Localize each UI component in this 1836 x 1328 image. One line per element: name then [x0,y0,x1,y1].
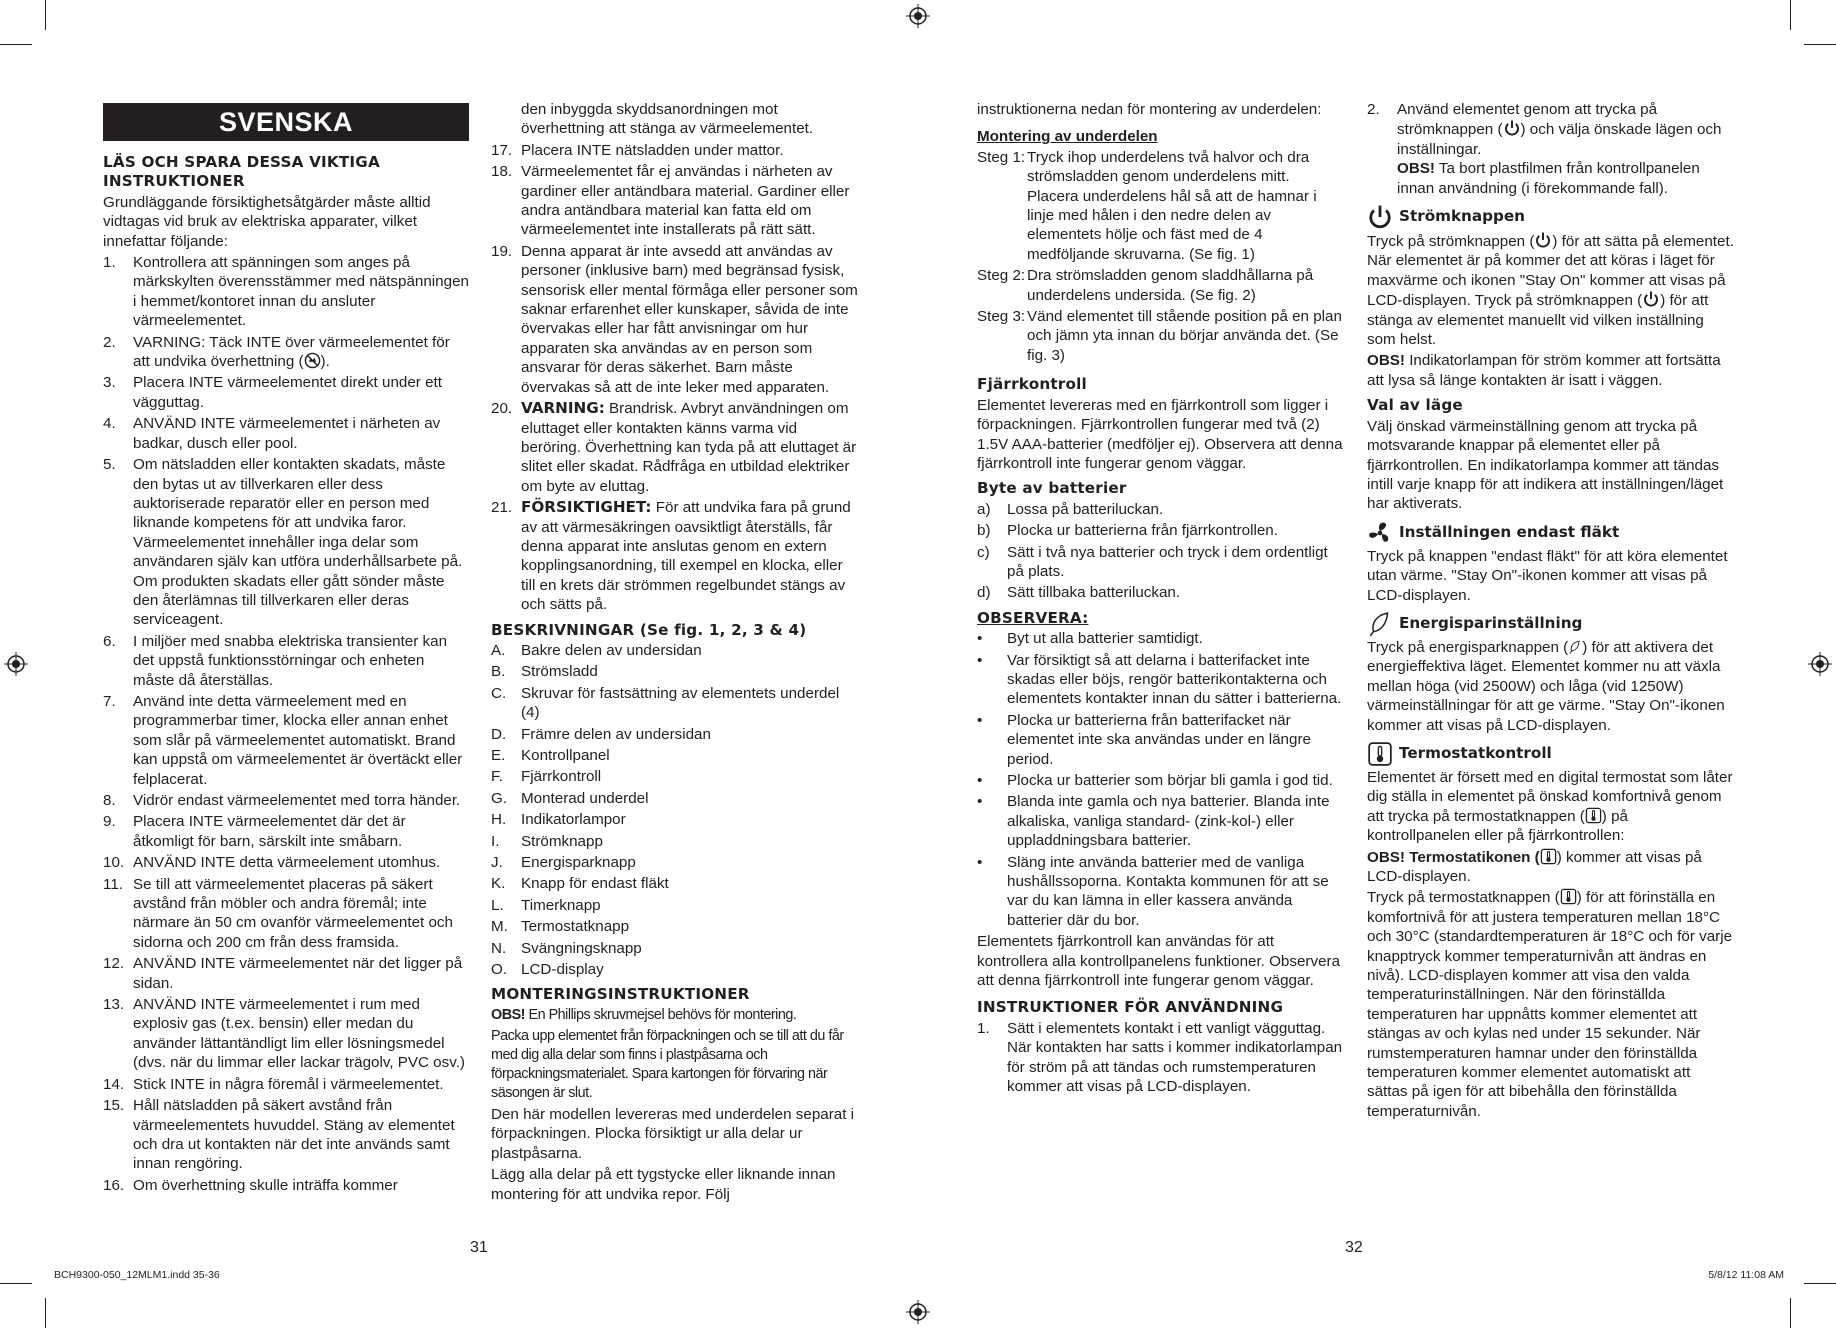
part-item: K. Knapp för endast fläkt [491,875,669,893]
battery-note: • Byt ut alla batterier samtidigt. [977,630,1203,648]
assembly-step: Steg 2: Dra strömsladden genom sladdhållarna på underdelens undersida. (Se fig. 2) [977,267,1314,304]
crop-mark [45,0,46,30]
crop-mark [1790,1298,1791,1328]
safety-intro: Grundläggande försiktighetsåtgärder måste alltid vidtagas vid bruk av elektriska apparater, vilket innefattar följande: [103,193,431,250]
screwdriver-note: OBS! En Phillips skruvmejsel behövs för montering. [491,1006,797,1023]
list-item: 19. Denna apparat är inte avsedd att användas av personer (inklusive barn) med begränsad fysisk, sensorisk eller mental förmåga eller personer som saknar erfarenhet eller kunskaper, såvida de inte övervakas eller har fått anvisningar om hur apparaten ska användas av en person som ansvarar för deras säkerhet. Barn måste övervakas så att de inte leker med apparaten. [491,242,858,396]
assembly-step: Steg 3: Vänd elementet till stående position på en plan och jämn yta innan du börjar använda det. (Se fig. 3) [977,308,1342,364]
part-item: H. Indikatorlampor [491,811,626,829]
column-3 [977,100,1345,1099]
thermostat-icon [1367,741,1393,767]
safety-list-continued [491,141,861,397]
thermostat-icon [1560,888,1577,905]
remote-all-functions: Elementets fjärrkontroll kan användas för att kontrollera alla kontrollpanelens funktioner. Observera att denna fjärrkontroll inte fungerar genom väggar. [977,933,1341,990]
part-item: M. Termostatknapp [491,918,630,936]
thermostat-icon [1585,807,1602,824]
power-icon [1503,119,1521,137]
list-item: 17. Placera INTE nätsladden under mattor. [491,141,784,159]
part-item: B. Strömsladd [491,663,598,681]
power-section-heading: Strömknappen [1367,204,1735,230]
list-item: 7. Använd inte detta värmeelement med en programmerbar timer, klocka eller annan enhet som slår på värmeelementet automatiskt. Brand kan uppstå om värmeelementet är övertäckt eller felplacerat. [103,692,463,788]
language-banner: SVENSKA [103,103,469,141]
fan-icon [1367,520,1393,546]
list-item: 3. Placera INTE värmeelementet direkt under ett vägguttag. [103,374,442,411]
observe-heading: OBSERVERA: [977,608,1089,627]
list-item: 2. VARNING: Täck INTE över värmeelementet för att undvika överhettning ( ). [103,333,450,371]
column-2 [491,100,861,1206]
battery-note: • Plocka ur batterierna från batterifacket när elementet inte ska användas under en längre period. [977,711,1311,768]
crop-mark [1804,1283,1836,1284]
parts-list [491,641,861,980]
list-item: 6. I miljöer med snabba elektriska transienter kan det uppstå funktionsstörningar och enheten måste då återställas. [103,632,448,689]
part-item: L. Timerknapp [491,896,601,914]
battery-step: a) Lossa på batteriluckan. [977,500,1164,518]
power-icon [1642,290,1660,308]
list-item: 13. ANVÄND INTE värmeelementet i rum med explosiv gas (t.ex. bensin) eller medan du använder lättantändligt lim eller lösningsmedel (dvs. när du limmar eller lackar trägolv, PVC osv.) [103,996,465,1072]
thermostat-icon-note: OBS! Termostatikonen ( ) kommer att visas på LCD-displayen. [1367,848,1702,885]
list-item: 10. ANVÄND INTE detta värmeelement utomhus. [103,854,441,872]
registration-mark-icon [1808,652,1832,676]
assembly-step: Steg 1: Tryck ihop underdelens två halvor och dra strömsladden genom underdelens mitt. Placera underdelens hål så att de hamnar i linje med hålen i den nedre delen av elementets hölje och fäst med de 4 medföljande skruvarna. (Se fig. 1) [977,148,1317,263]
part-item: D. Främre delen av undersidan [491,725,711,743]
list-item: 8. Vidrör endast värmeelementet med torra händer. [103,792,461,809]
leaf-icon [1568,639,1582,655]
list-item: 12. ANVÄND INTE värmeelementet när det ligger på sidan. [103,955,463,992]
power-icon [1534,231,1552,249]
power-note: OBS! Indikatorlampan för ström kommer att fortsätta att lysa så länge kontakten är isatt i väggen. [1367,352,1721,389]
list-item: 11. Se till att värmeelementet placeras på säkert avstånd från möbler och andra föremål; inte närmare än 50 cm ovanför värmeelementet och sidorna och 200 cm från dess framsida. [103,875,453,951]
power-icon [1367,204,1393,230]
thermostat-preset-text: Tryck på termostatknappen ( ) för att förinställa en komfortnivå för att justera temperaturen mellan 18°C och 30°C (standardtemperaturen är 18°C och för varje knapptryck kommer temperaturnivån att ändras en nivå). LCD-displayen kommer att visa den valda temperaturinställningen. När den förinställda temperaturen har uppnåtts kommer elementet att stängas av och kylas ned under 15 sekunder. När rumstemperaturen hamnar under den förinställda temperaturen kommer elementet automatiskt att sättas på igen för att bibehålla den förinställda temperaturnivån. [1367,889,1733,1120]
no-cover-icon [304,352,321,369]
part-item: N. Svängningsknapp [491,939,642,957]
print-slug-date: 5/8/12 11:08 AM [1708,1269,1784,1281]
list-item: 18. Värmeelementet får ej användas i närheten av gardiner eller antändbara material. Gardiner eller andra antändbara material kan fatta eld om värmeelementet inte installerats på rätt sätt. [491,163,850,239]
fan-text: Tryck på knappen "endast fläkt" för att köra elementet utan värme. "Stay On"-ikonen kommer att visas på LCD-displayen. [1367,547,1728,604]
battery-step: d) Sätt tillbaka batteriluckan. [977,584,1181,602]
crop-mark [45,1298,46,1328]
safety-list [103,253,469,1195]
crop-mark [1790,0,1791,30]
crop-mark [1804,44,1836,45]
column-4 [1367,100,1735,1123]
list-item: 2. Använd elementet genom att trycka på strömknappen ( ) och välja önskade lägen och inställningar. OBS! Ta bort plastfilmen från kontrollpanelen innan användning (i förekommande fall). [1367,101,1722,197]
battery-steps [977,500,1345,603]
usage-list [977,1019,1345,1097]
mode-text: Välj önskad värmeinställning genom att trycka på motsvarande knappar på elementet eller på fjärrkontrollen. En indikatorlampa kommer att tändas intill varje knapp för att indikera att inställningen/läget har aktiverats. [1367,417,1724,513]
assembly-heading: MONTERINGSINSTRUKTIONER [491,985,750,1004]
eco-text: Tryck på energisparknappen ( ) för att aktivera det energieffektiva läget. Elementet kommer nu att växla mellan höga (vid 2500W) och låga (vid 1250W) värmeinställningar för att ge värme. "Stay On"-ikonen kommer att visas på LCD-displayen. [1367,638,1725,734]
caution-label: FÖRSIKTIGHET: [521,498,652,517]
page-number-left: 31 [470,1239,488,1256]
part-item: O. LCD-display [491,961,604,979]
eco-section-heading: Energisparinställning [1367,611,1735,637]
power-text: Tryck på strömknappen ( ) för att sätta på elementet. När elementet är på kommer det att köras i läget för maxvärme och ikonen "Stay On" kommer att visas på LCD-displayen. Tryck på strömknappen ( ) för att stänga av elementet manuellt vid vilken inställning som helst. [1367,233,1734,349]
list-item: 15. Håll nätsladden på säkert avstånd från värmeelementets huvuddel. Stäng av elementet och dra ut kontakten när det inte används samt innan rengöring. [103,1097,455,1173]
fan-section-heading: Inställningen endast fläkt [1367,520,1735,546]
remote-heading: Fjärrkontroll [977,375,1087,394]
list-item: 5. Om nätsladden eller kontakten skadats, måste den bytas ut av tillverkaren eller dess auktoriserade reparatör eller en person med liknande kompetens för att undvika faror. Värmeelementet innehåller inga delar som användaren själv kan utföra underhållsarbete på. Om produkten skadats eller gått sönder måste den återlämnas till tillverkaren eller deras serviceagent. [103,456,463,629]
unpack-text: Packa upp elementet från förpackningen och se till att du får med dig alla delar som finns i plastpåsarna och förpackningsmaterialet. Spara kartongen för förvaring när säsongen är slut. [491,1027,844,1101]
list-item [491,100,861,139]
list-item: 16. Om överhettning skulle inträffa kommer [103,1176,398,1194]
leaf-icon [1367,611,1393,637]
thermostat-section-heading: Termostatkontroll [1367,741,1735,767]
usage-item: 1. Sätt i elementets kontakt i ett vanligt vägguttag. När kontakten har satts i kommer indikatorlampan för ström på att tändas och rumstemperaturen kommer att visas på LCD-displayen. [977,1019,1343,1096]
list-item: 14. Stick INTE in några föremål i värmeelementet. [103,1075,444,1093]
item-16-continued: den inbyggda skyddsanordningen mot överhettning att stänga av värmeelementet. [521,101,814,138]
page-number-right: 32 [1345,1239,1363,1256]
battery-heading: Byte av batterier [977,479,1127,498]
battery-note: • Plocka ur batterier som börjar bli gamla i god tid. [977,772,1333,789]
battery-step: b) Plocka ur batterierna från fjärrkontrollen. [977,522,1278,540]
mode-heading: Val av läge [1367,396,1463,415]
list-item: 1. Kontrollera att spänningen som anges på märkskylten överensstämmer med nätspänningen i hemmet/kontoret innan du ansluter värmeelementet. [103,254,469,330]
descriptions-heading: BESKRIVNINGAR (Se fig. 1, 2, 3 & 4) [491,620,807,639]
part-item: G. Monterad underdel [491,789,649,807]
battery-notes [977,629,1345,930]
list-item: 21. FÖRSIKTIGHET: För att undvika fara på grund av att värmesäkringen oavsiktligt återställs, får denna apparat inte anslutas genom en extern kopplingsanordning, till exempel en klocka, eller till en krets där strömmen regelbundet stängs av och sätts på. [491,498,851,614]
crop-mark [0,44,32,45]
warning-label: VARNING: [521,399,605,418]
battery-step: c) Sätt i två nya batterier och tryck i dem ordentligt på plats. [977,543,1328,580]
list-item: 9. Placera INTE värmeelementet där det är åtkomligt för barn, särskilt inte småbarn. [103,813,406,850]
part-item: J. Energisparknapp [491,854,636,872]
part-item: E. Kontrollpanel [491,747,610,764]
assembly-steps [977,148,1345,365]
registration-mark-icon [4,652,28,676]
thermostat-text: Elementet är försett med en digital termostat som låter dig ställa in elementet på önskad komfortnivå genom att trycka på termostatknappen ( ) på kontrollpanelen eller på fjärrkontrollen: [1367,768,1733,845]
crop-mark [0,1283,32,1284]
part-item: C. Skruvar för fastsättning av elementets underdel (4) [491,684,840,722]
battery-note: • Släng inte använda batterier med de vanliga hushållssoporna. Kontakta kommunen för att se var du kan lämna in eller kassera använda batterier där du bor. [977,853,1329,929]
model-text: Den här modellen levereras med underdelen separat i förpackningen. Plocka försiktigt ur alla delar ur plastpåsarna. [491,1105,855,1162]
print-slug-file: BCH9300-050_12MLM1.indd 35-36 [54,1269,220,1281]
column-1 [103,103,469,1197]
lay-parts-text: Lägg alla delar på ett tygstycke eller liknande innan montering för att undvika repor. Följ [491,1166,836,1203]
battery-note: • Blanda inte gamla och nya batterier. Blanda inte alkaliska, vanliga standard- (zink-kol-) eller uppladdningsbara batterier. [977,793,1330,850]
part-item: A. Bakre delen av undersidan [491,641,702,659]
base-assembly-heading: Montering av underdelen [977,128,1158,146]
registration-mark-icon [906,4,930,28]
list-item: 20. VARNING: Brandrisk. Avbryt användningen om eluttaget eller kontakten känns varma vid beröring. Överhettning kan tyda på att eluttaget är slitet eller skadat. Rådfråga en utbildad elektriker om byte av eluttag. [491,399,857,495]
safety-heading: LÄS OCH SPARA DESSA VIKTIGA INSTRUKTIONER [103,153,380,191]
battery-note: • Var försiktigt så att delarna i batterifacket inte skadas eller böjs, rengör batterikontakterna och elementets kontakter innan du sätter i batterierna. [977,651,1342,708]
thermostat-icon [1540,848,1557,865]
usage-heading: INSTRUKTIONER FÖR ANVÄNDNING [977,998,1284,1017]
registration-mark-icon [906,1300,930,1324]
list-item: 4. ANVÄND INTE värmeelementet i närheten av badkar, dusch eller pool. [103,415,441,452]
part-item: I. Strömknapp [491,832,603,850]
part-item: F. Fjärrkontroll [491,768,602,786]
assembly-continued: instruktionerna nedan för montering av underdelen: [977,101,1322,118]
remote-text: Elementet levereras med en fjärrkontroll som ligger i förpackningen. Fjärrkontrollen fungerar med två (2) 1.5V AAA-batterier (medföljer ej). Observera att denna fjärrkontroll inte fungerar genom väggar. [977,396,1343,472]
